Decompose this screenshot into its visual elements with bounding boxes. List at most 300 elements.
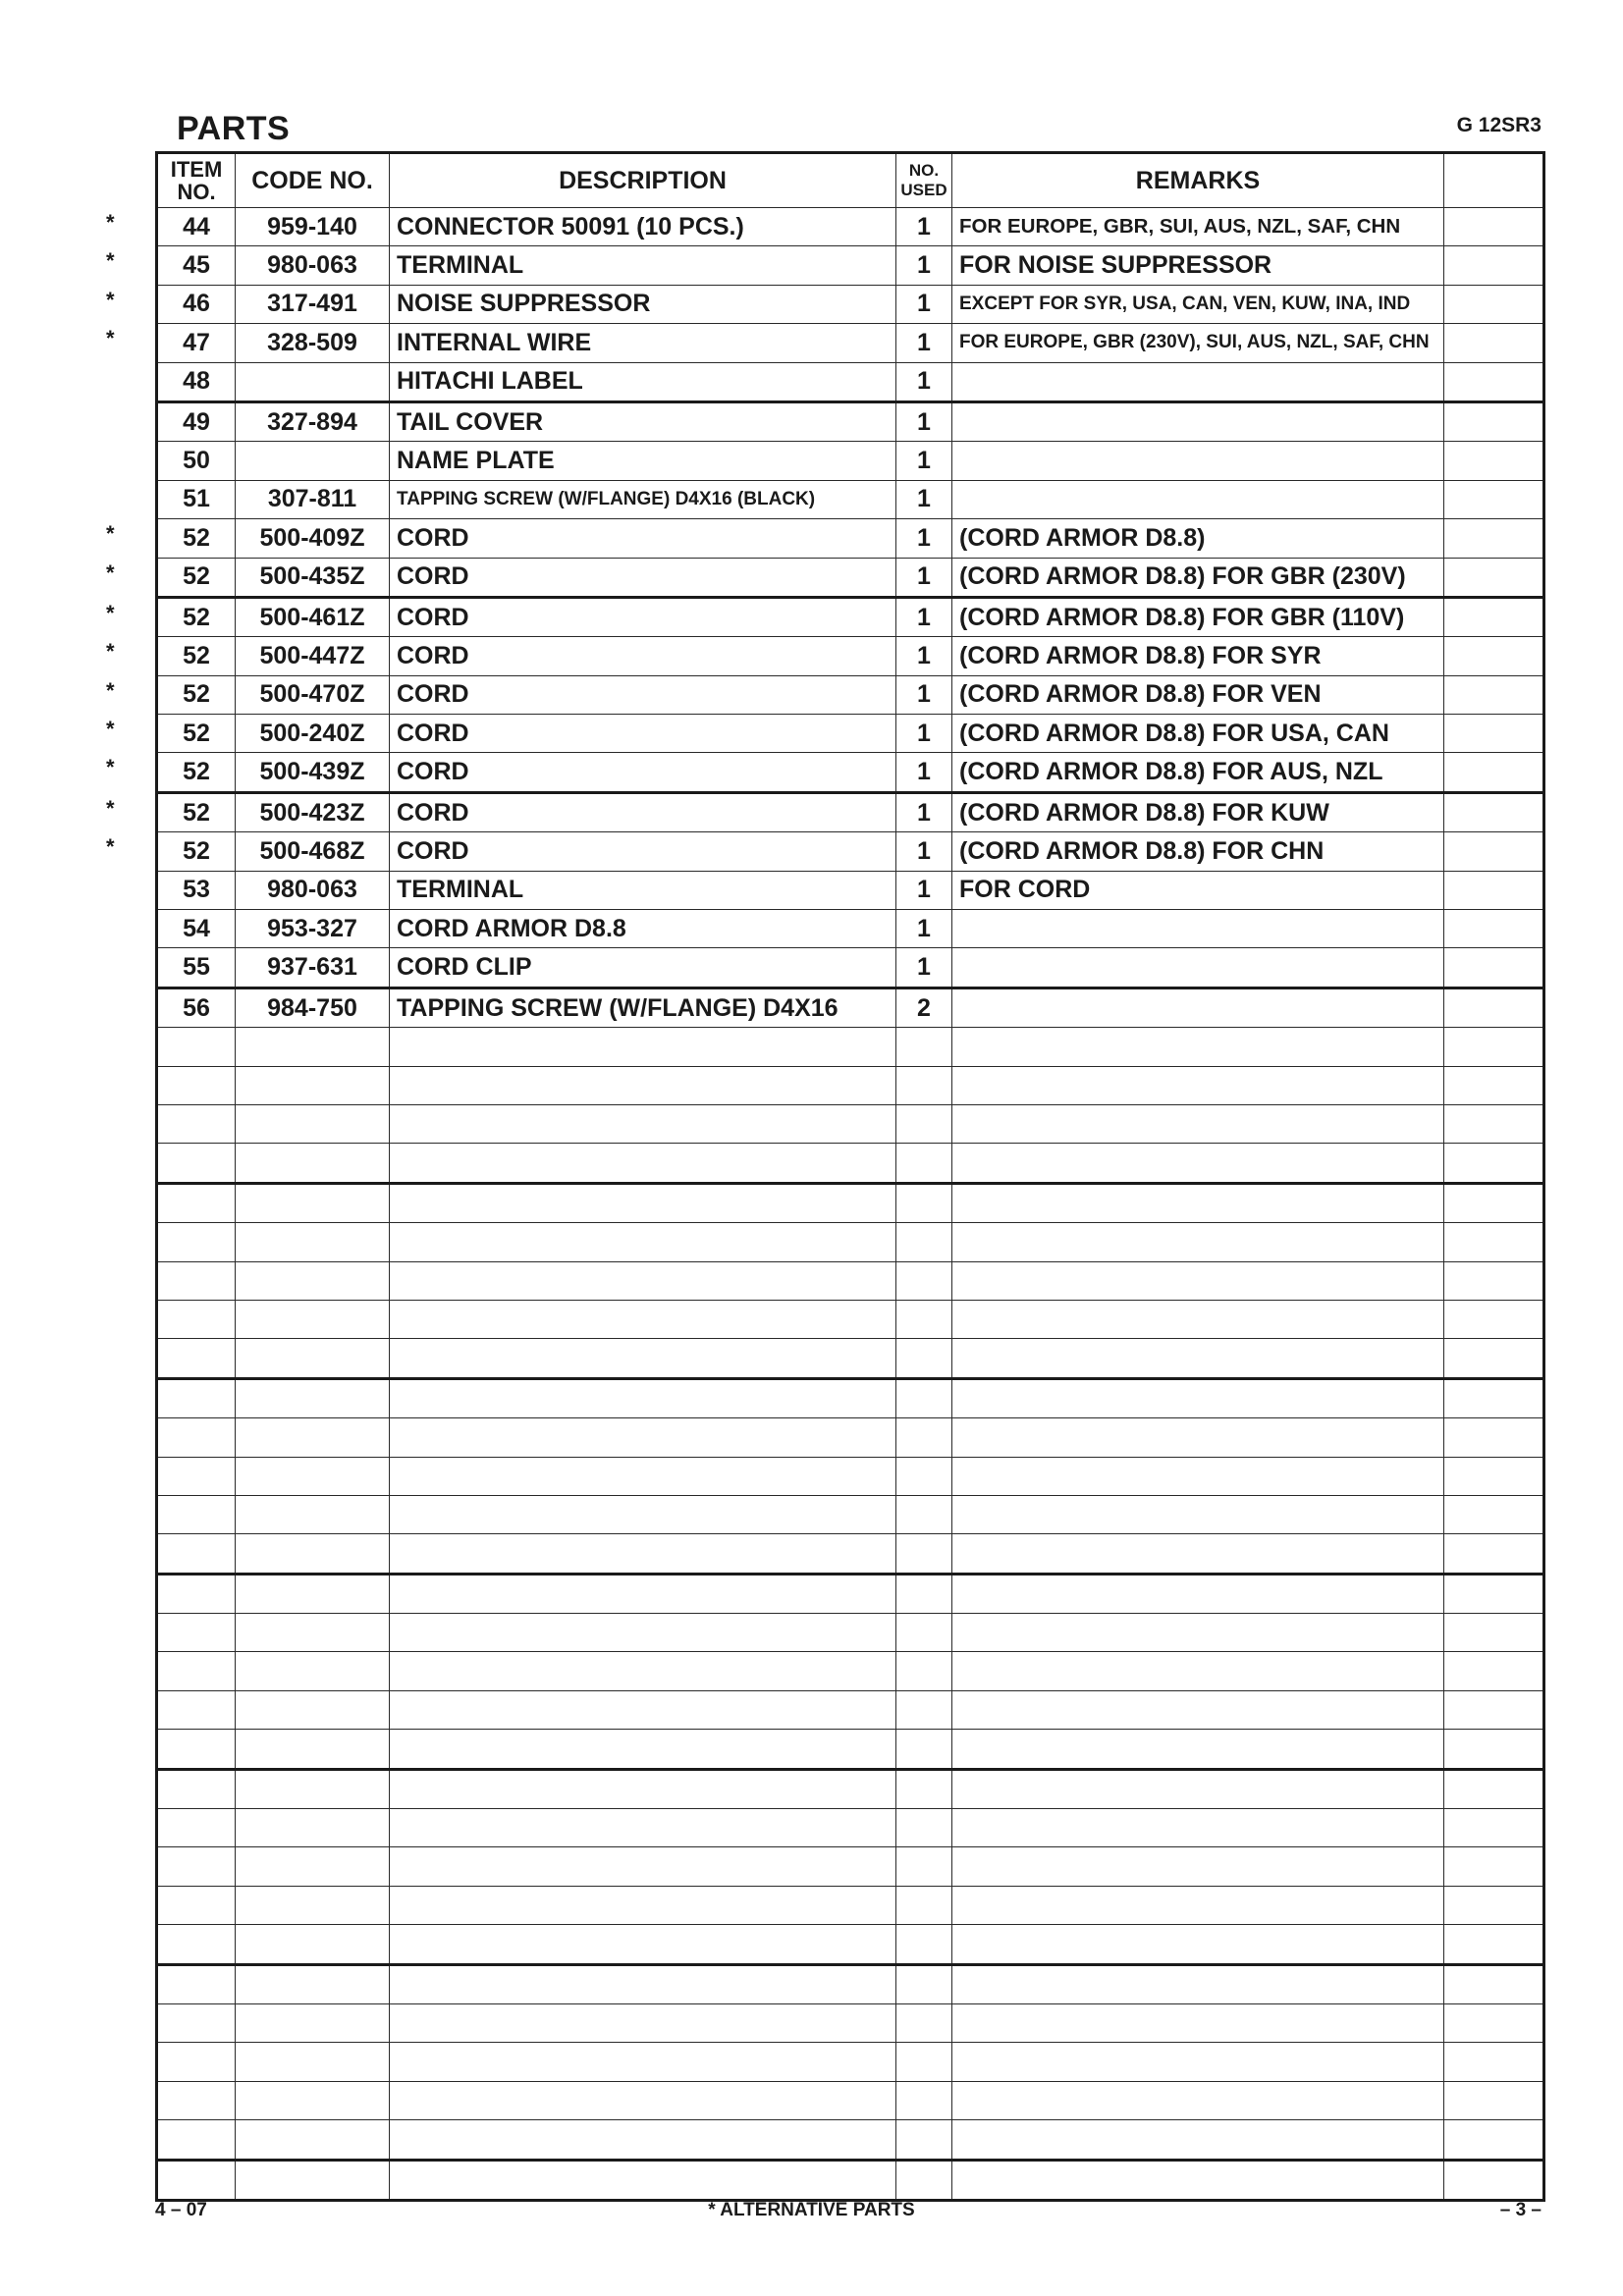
blank-cell — [1444, 208, 1544, 246]
blank-cell — [1444, 362, 1544, 401]
empty-cell — [157, 1223, 236, 1261]
empty-cell — [236, 1809, 390, 1847]
empty-cell — [390, 1028, 896, 1066]
alternative-part-marker: * — [106, 639, 115, 665]
remarks-cell — [952, 948, 1444, 988]
empty-cell — [896, 1690, 952, 1729]
empty-cell — [236, 1300, 390, 1338]
code-no-cell: 984-750 — [236, 988, 390, 1027]
blank-cell — [1444, 480, 1544, 518]
item-no: 49 — [183, 407, 210, 436]
empty-cell — [952, 2081, 1444, 2119]
code-no-cell: 500-447Z — [236, 637, 390, 675]
item-no-cell — [106, 832, 236, 871]
qty-used-cell: 1 — [896, 558, 952, 597]
empty-row — [157, 2003, 1544, 2042]
table-row — [157, 208, 1544, 246]
empty-row — [157, 1847, 1544, 1886]
empty-cell — [390, 1690, 896, 1729]
description-cell: CORD — [390, 715, 896, 753]
item-no-cell — [157, 871, 236, 909]
empty-cell — [952, 1690, 1444, 1729]
item-no: 54 — [183, 914, 210, 942]
empty-cell — [157, 1066, 236, 1104]
item-no-cell — [106, 519, 236, 558]
empty-cell — [1444, 1730, 1544, 1769]
code-no-cell: 980-063 — [236, 871, 390, 909]
item-no-cell — [157, 401, 236, 441]
item-no: 52 — [183, 719, 210, 747]
empty-cell — [236, 1730, 390, 1769]
description-cell: CORD — [390, 675, 896, 714]
empty-cell — [390, 1418, 896, 1457]
description-cell: INTERNAL WIRE — [390, 324, 896, 362]
empty-cell — [1444, 1925, 1544, 1964]
empty-cell — [236, 1652, 390, 1690]
empty-row — [157, 2160, 1544, 2200]
qty-used-cell: 1 — [896, 401, 952, 441]
code-no-cell: 959-140 — [236, 208, 390, 246]
empty-cell — [157, 1925, 236, 1964]
code-no-cell: 307-811 — [236, 480, 390, 518]
description-cell: TERMINAL — [390, 871, 896, 909]
item-no-cell — [106, 675, 236, 714]
qty-used-cell: 1 — [896, 597, 952, 636]
empty-cell — [952, 1534, 1444, 1574]
blank-cell — [1444, 948, 1544, 988]
empty-cell — [236, 1028, 390, 1066]
empty-cell — [952, 1614, 1444, 1652]
qty-used-cell: 1 — [896, 910, 952, 948]
remarks-cell: (CORD ARMOR D8.8) FOR SYR — [952, 637, 1444, 675]
empty-cell — [390, 1574, 896, 1613]
code-no-cell: 500-409Z — [236, 519, 390, 558]
alternative-part-marker: * — [106, 795, 115, 821]
used-header-line2: USED — [900, 181, 947, 199]
qty-used-cell: 1 — [896, 519, 952, 558]
empty-cell — [157, 1690, 236, 1729]
remarks-cell: FOR CORD — [952, 871, 1444, 909]
empty-cell — [236, 1574, 390, 1613]
empty-cell — [1444, 2120, 1544, 2160]
item-no-cell — [106, 246, 236, 285]
alternative-part-marker: * — [106, 326, 115, 351]
empty-cell — [952, 1769, 1444, 1808]
empty-cell — [157, 1964, 236, 2003]
empty-cell — [952, 1809, 1444, 1847]
empty-cell — [1444, 1534, 1544, 1574]
empty-cell — [157, 2003, 236, 2042]
empty-cell — [236, 1614, 390, 1652]
empty-cell — [1444, 1223, 1544, 1261]
empty-row — [157, 1574, 1544, 1613]
empty-cell — [896, 1534, 952, 1574]
table-row — [157, 715, 1544, 753]
empty-cell — [952, 2160, 1444, 2200]
qty-used-cell: 1 — [896, 246, 952, 285]
footer-legend: * ALTERNATIVE PARTS — [708, 2200, 915, 2220]
empty-cell — [1444, 1847, 1544, 1886]
empty-cell — [390, 1809, 896, 1847]
empty-row — [157, 1925, 1544, 1964]
empty-cell — [896, 1495, 952, 1533]
empty-row — [157, 1769, 1544, 1808]
empty-cell — [157, 1730, 236, 1769]
empty-cell — [157, 1183, 236, 1222]
blank-cell — [1444, 753, 1544, 792]
blank-cell — [1444, 871, 1544, 909]
empty-cell — [896, 1183, 952, 1222]
item-no-cell — [157, 988, 236, 1027]
empty-cell — [157, 1104, 236, 1143]
empty-cell — [952, 2043, 1444, 2081]
empty-cell — [896, 1418, 952, 1457]
table-row — [157, 832, 1544, 871]
empty-cell — [952, 1378, 1444, 1417]
table-row — [157, 558, 1544, 597]
empty-row — [157, 2120, 1544, 2160]
blank-cell — [1444, 910, 1544, 948]
page-title: PARTS — [177, 110, 291, 147]
empty-cell — [236, 1144, 390, 1183]
empty-row — [157, 1495, 1544, 1533]
code-no-cell: 937-631 — [236, 948, 390, 988]
empty-cell — [896, 1300, 952, 1338]
empty-row — [157, 1614, 1544, 1652]
empty-cell — [390, 1261, 896, 1300]
item-no: 53 — [183, 876, 210, 904]
empty-cell — [236, 1378, 390, 1417]
blank-cell — [1444, 401, 1544, 441]
empty-cell — [1444, 1690, 1544, 1729]
table-row — [157, 871, 1544, 909]
alternative-part-marker: * — [106, 755, 115, 780]
code-no-cell: 317-491 — [236, 285, 390, 323]
empty-cell — [896, 2160, 952, 2200]
blank-cell — [1444, 637, 1544, 675]
empty-cell — [952, 1066, 1444, 1104]
empty-cell — [952, 1495, 1444, 1533]
empty-cell — [1444, 1418, 1544, 1457]
empty-cell — [390, 1847, 896, 1886]
empty-cell — [1444, 1104, 1544, 1143]
empty-row — [157, 1339, 1544, 1378]
empty-cell — [1444, 1261, 1544, 1300]
column-header-item-no — [157, 153, 236, 208]
empty-cell — [157, 1144, 236, 1183]
column-header-remarks: REMARKS — [952, 153, 1444, 208]
table-row — [157, 637, 1544, 675]
empty-row — [157, 1378, 1544, 1417]
empty-cell — [390, 1223, 896, 1261]
description-cell: CORD — [390, 753, 896, 792]
remarks-cell: (CORD ARMOR D8.8) — [952, 519, 1444, 558]
empty-cell — [157, 1847, 236, 1886]
remarks-cell: (CORD ARMOR D8.8) FOR AUS, NZL — [952, 753, 1444, 792]
empty-cell — [896, 1574, 952, 1613]
qty-used-cell: 1 — [896, 208, 952, 246]
remarks-cell: (CORD ARMOR D8.8) FOR GBR (230V) — [952, 558, 1444, 597]
empty-cell — [896, 1614, 952, 1652]
empty-cell — [157, 1769, 236, 1808]
empty-cell — [236, 1495, 390, 1533]
empty-cell — [896, 2120, 952, 2160]
column-header-no-used — [896, 153, 952, 208]
remarks-cell: (CORD ARMOR D8.8) FOR USA, CAN — [952, 715, 1444, 753]
code-no-cell: 980-063 — [236, 246, 390, 285]
parts-body — [106, 208, 1544, 2201]
alternative-part-marker: * — [106, 248, 115, 274]
empty-cell — [1444, 1652, 1544, 1690]
item-no: 52 — [183, 562, 210, 591]
table-row — [157, 988, 1544, 1027]
empty-row — [157, 1300, 1544, 1338]
item-no: 52 — [183, 523, 210, 552]
item-no: 52 — [183, 680, 210, 709]
remarks-cell — [952, 480, 1444, 518]
remarks-cell — [952, 910, 1444, 948]
remarks-cell: (CORD ARMOR D8.8) FOR CHN — [952, 832, 1444, 871]
empty-cell — [952, 1144, 1444, 1183]
table-row — [157, 480, 1544, 518]
qty-used-cell: 1 — [896, 324, 952, 362]
empty-cell — [157, 1574, 236, 1613]
code-no-cell: 327-894 — [236, 401, 390, 441]
empty-cell — [157, 1261, 236, 1300]
description-cell: TAPPING SCREW (W/FLANGE) D4X16 — [390, 988, 896, 1027]
empty-row — [157, 2081, 1544, 2119]
blank-cell — [1444, 246, 1544, 285]
empty-cell — [1444, 1028, 1544, 1066]
empty-cell — [896, 1144, 952, 1183]
empty-cell — [896, 2043, 952, 2081]
empty-cell — [1444, 1300, 1544, 1338]
empty-row — [157, 1418, 1544, 1457]
qty-used-cell: 1 — [896, 792, 952, 831]
empty-cell — [896, 2003, 952, 2042]
empty-cell — [1444, 1614, 1544, 1652]
table-row — [157, 597, 1544, 636]
empty-cell — [157, 2120, 236, 2160]
empty-cell — [157, 2081, 236, 2119]
item-no: 48 — [183, 367, 210, 396]
empty-row — [157, 1690, 1544, 1729]
description-cell: CONNECTOR 50091 (10 PCS.) — [390, 208, 896, 246]
table-row — [157, 442, 1544, 480]
empty-cell — [952, 1652, 1444, 1690]
empty-cell — [236, 1925, 390, 1964]
qty-used-cell: 1 — [896, 832, 952, 871]
empty-cell — [1444, 1809, 1544, 1847]
code-no-cell: 500-468Z — [236, 832, 390, 871]
empty-cell — [952, 1574, 1444, 1613]
description-cell: CORD ARMOR D8.8 — [390, 910, 896, 948]
item-no-cell — [106, 753, 236, 792]
empty-cell — [390, 1886, 896, 1924]
remarks-cell: (CORD ARMOR D8.8) FOR KUW — [952, 792, 1444, 831]
empty-cell — [157, 1534, 236, 1574]
empty-cell — [390, 2003, 896, 2042]
empty-cell — [1444, 2081, 1544, 2119]
empty-cell — [236, 1457, 390, 1495]
code-no-cell: 500-240Z — [236, 715, 390, 753]
empty-cell — [952, 1457, 1444, 1495]
empty-cell — [236, 2003, 390, 2042]
empty-row — [157, 1104, 1544, 1143]
footer-page-number: – 3 – — [1499, 2200, 1542, 2220]
remarks-cell: FOR NOISE SUPPRESSOR — [952, 246, 1444, 285]
empty-cell — [236, 1183, 390, 1222]
item-no: 55 — [183, 953, 210, 982]
empty-cell — [390, 1183, 896, 1222]
empty-cell — [390, 1925, 896, 1964]
empty-cell — [952, 1418, 1444, 1457]
empty-cell — [236, 2160, 390, 2200]
empty-cell — [390, 2081, 896, 2119]
empty-cell — [1444, 2043, 1544, 2081]
empty-cell — [952, 1261, 1444, 1300]
item-no: 47 — [183, 328, 210, 356]
footer-revision: 4 – 07 — [155, 2200, 207, 2220]
alternative-part-marker: * — [106, 717, 115, 742]
qty-used-cell: 1 — [896, 871, 952, 909]
empty-cell — [952, 1104, 1444, 1143]
empty-cell — [157, 1378, 236, 1417]
column-header-code-no: CODE NO. — [236, 153, 390, 208]
code-no-cell — [236, 362, 390, 401]
empty-cell — [896, 1378, 952, 1417]
blank-cell — [1444, 715, 1544, 753]
empty-row — [157, 1066, 1544, 1104]
empty-row — [157, 1028, 1544, 1066]
qty-used-cell: 1 — [896, 480, 952, 518]
code-no-cell — [236, 442, 390, 480]
blank-cell — [1444, 558, 1544, 597]
code-no-cell: 500-461Z — [236, 597, 390, 636]
blank-cell — [1444, 792, 1544, 831]
empty-cell — [1444, 2003, 1544, 2042]
empty-cell — [390, 1457, 896, 1495]
empty-cell — [157, 1339, 236, 1378]
empty-cell — [1444, 1183, 1544, 1222]
empty-cell — [896, 1964, 952, 2003]
empty-cell — [896, 1809, 952, 1847]
item-no: 50 — [183, 447, 210, 475]
table-row — [157, 246, 1544, 285]
qty-used-cell: 1 — [896, 715, 952, 753]
empty-cell — [896, 1886, 952, 1924]
description-cell: CORD — [390, 637, 896, 675]
item-no-cell — [157, 480, 236, 518]
alternative-part-marker: * — [106, 834, 115, 860]
remarks-cell: FOR EUROPE, GBR, SUI, AUS, NZL, SAF, CHN — [952, 208, 1444, 246]
remarks-cell — [952, 988, 1444, 1027]
empty-cell — [390, 1066, 896, 1104]
item-no-cell — [106, 285, 236, 323]
empty-row — [157, 1652, 1544, 1690]
used-header-line1: NO. — [908, 160, 940, 180]
empty-cell — [952, 1964, 1444, 2003]
empty-cell — [390, 1495, 896, 1533]
blank-cell — [1444, 442, 1544, 480]
table-row — [157, 910, 1544, 948]
table-row — [157, 285, 1544, 323]
empty-cell — [896, 1730, 952, 1769]
empty-cell — [390, 1730, 896, 1769]
empty-row — [157, 1809, 1544, 1847]
qty-used-cell: 1 — [896, 285, 952, 323]
table-row — [157, 948, 1544, 988]
empty-cell — [157, 1300, 236, 1338]
empty-cell — [157, 1652, 236, 1690]
empty-cell — [1444, 1964, 1544, 2003]
qty-used-cell: 1 — [896, 753, 952, 792]
qty-used-cell: 2 — [896, 988, 952, 1027]
code-no-cell: 500-423Z — [236, 792, 390, 831]
empty-cell — [236, 1769, 390, 1808]
blank-cell — [1444, 988, 1544, 1027]
empty-row — [157, 1457, 1544, 1495]
empty-cell — [157, 1028, 236, 1066]
empty-cell — [896, 1028, 952, 1066]
empty-cell — [157, 1418, 236, 1457]
empty-cell — [896, 1339, 952, 1378]
item-no-cell — [157, 442, 236, 480]
description-cell: CORD — [390, 832, 896, 871]
alternative-part-marker: * — [106, 600, 115, 625]
empty-cell — [1444, 1457, 1544, 1495]
table-header-row — [157, 153, 1544, 208]
qty-used-cell: 1 — [896, 637, 952, 675]
empty-cell — [1444, 2160, 1544, 2200]
qty-used-cell: 1 — [896, 948, 952, 988]
empty-cell — [896, 2081, 952, 2119]
blank-cell — [1444, 832, 1544, 871]
remarks-cell — [952, 362, 1444, 401]
empty-cell — [390, 1339, 896, 1378]
description-cell: CORD CLIP — [390, 948, 896, 988]
description-cell: CORD — [390, 558, 896, 597]
column-header-description: DESCRIPTION — [390, 153, 896, 208]
empty-cell — [952, 2003, 1444, 2042]
empty-cell — [157, 1495, 236, 1533]
empty-cell — [236, 1964, 390, 2003]
item-no: 46 — [183, 290, 210, 318]
description-cell: TERMINAL — [390, 246, 896, 285]
qty-used-cell: 1 — [896, 442, 952, 480]
item-no: 52 — [183, 641, 210, 669]
empty-row — [157, 2043, 1544, 2081]
remarks-cell: EXCEPT FOR SYR, USA, CAN, VEN, KUW, INA, IND — [952, 285, 1444, 323]
empty-cell — [236, 1261, 390, 1300]
empty-cell — [390, 1378, 896, 1417]
item-no-cell — [106, 597, 236, 636]
item-no-cell — [157, 910, 236, 948]
table-row — [157, 753, 1544, 792]
empty-cell — [157, 1886, 236, 1924]
item-no: 52 — [183, 603, 210, 631]
blank-cell — [1444, 285, 1544, 323]
item-no-cell — [106, 792, 236, 831]
item-no: 52 — [183, 798, 210, 827]
empty-row — [157, 1886, 1544, 1924]
empty-cell — [390, 1652, 896, 1690]
description-cell: TAPPING SCREW (W/FLANGE) D4X16 (BLACK) — [390, 480, 896, 518]
empty-cell — [952, 1300, 1444, 1338]
code-no-cell: 500-435Z — [236, 558, 390, 597]
empty-cell — [236, 2043, 390, 2081]
description-cell: CORD — [390, 597, 896, 636]
